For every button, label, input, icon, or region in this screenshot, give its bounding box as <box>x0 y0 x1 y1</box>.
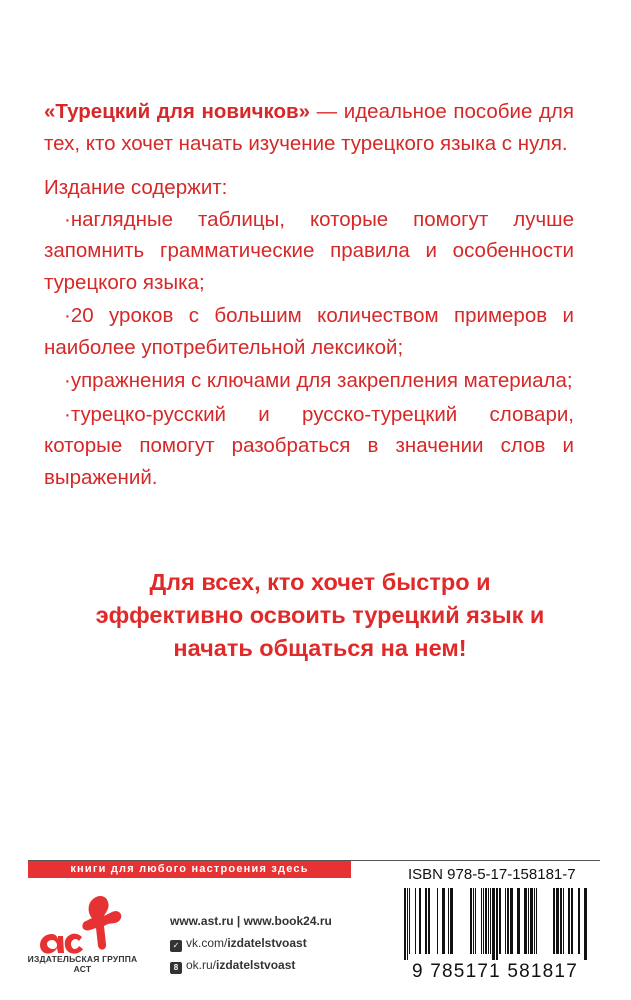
barcode-bar <box>528 888 529 954</box>
barcode-bar <box>490 888 491 954</box>
barcode-bar <box>556 888 559 954</box>
barcode-block <box>390 866 600 990</box>
barcode-bar <box>481 888 482 954</box>
barcode-bar <box>415 888 416 954</box>
barcode-bar <box>437 888 438 954</box>
publisher-links <box>170 910 332 976</box>
barcode-bar <box>553 888 555 954</box>
ok-prefix: ok.ru/ <box>186 958 217 972</box>
isbn-label: ISBN 978-5-17-158181-7 <box>408 866 576 883</box>
barcode-bar <box>407 888 408 960</box>
barcode-bar <box>483 888 484 954</box>
contents-item: ·20 уроков с большим количеством примеров и наиболее употребительной лексикой; <box>44 304 574 359</box>
barcode-bar <box>448 888 449 954</box>
barcode-icon <box>390 888 600 960</box>
contents-item: ·упражнения с ключами для закрепления материала; <box>64 369 573 392</box>
barcode-bar <box>488 888 489 954</box>
barcode-bar <box>524 888 527 954</box>
barcode-bar <box>510 888 513 954</box>
barcode-bar <box>507 888 509 954</box>
ok-icon: 8 <box>170 962 182 974</box>
description-block <box>44 96 574 493</box>
barcode-bar <box>499 888 501 954</box>
barcode-bar <box>442 888 445 954</box>
ok-handle: izdatelstvoast <box>216 958 296 972</box>
intro-text: — идеальное пособие для тех, кто хочет начать изучение турецкого языка с нуля. <box>44 100 574 155</box>
contents-item: ·наглядные таблицы, которые помогут лучше запомнить грамматические правила и особенности турецкого языка; <box>44 207 574 294</box>
barcode-bar <box>409 888 410 954</box>
barcode-bar <box>496 888 498 960</box>
barcode-bar <box>571 888 573 954</box>
contents-item: ·турецко-русский и русско-турецкий словари, которые помогут разобраться в значении слов и выражений. <box>44 402 574 489</box>
slogan-line: начать общаться на нем! <box>173 635 467 661</box>
barcode-bar <box>568 888 570 954</box>
barcode-bar <box>450 888 453 954</box>
barcode-digits: 9 785171 581817 <box>412 961 578 982</box>
book-title-quote: «Турецкий для новичков» <box>44 100 311 123</box>
barcode-bar <box>475 888 476 954</box>
intro-paragraph <box>44 96 574 159</box>
slogan <box>40 566 600 665</box>
ok-link[interactable] <box>170 954 332 976</box>
barcode-bar <box>492 888 495 960</box>
barcode-bar <box>470 888 472 954</box>
vk-link[interactable] <box>170 932 332 954</box>
vk-icon: ✓ <box>170 940 182 952</box>
barcode-bar <box>485 888 487 954</box>
barcode-bar <box>534 888 535 954</box>
barcode-bar <box>560 888 562 954</box>
vk-prefix: vk.com/ <box>186 936 228 950</box>
barcode-bar <box>584 888 587 960</box>
barcode-bar <box>425 888 427 954</box>
barcode-bar <box>473 888 474 954</box>
barcode-bar <box>578 888 580 954</box>
publisher-caption: ИЗДАТЕЛЬСКАЯ ГРУППА АСТ <box>27 954 138 974</box>
tagline-bar: книги для любого настроения здесь <box>28 861 351 878</box>
barcode-bar <box>505 888 506 954</box>
barcode-bar <box>563 888 564 954</box>
website-links[interactable]: www.ast.ru | www.book24.ru <box>170 914 332 928</box>
vk-handle: izdatelstvoast <box>227 936 307 950</box>
slogan-line: эффективно освоить турецкий язык и <box>95 602 545 628</box>
barcode-bar <box>517 888 520 954</box>
barcode-bar <box>419 888 421 954</box>
barcode-bar <box>536 888 537 954</box>
barcode-bar <box>530 888 533 954</box>
barcode-bar <box>428 888 430 954</box>
slogan-line: Для всех, кто хочет быстро и <box>149 569 491 595</box>
contents-heading: Издание содержит: <box>44 176 228 199</box>
barcode-bar <box>404 888 406 960</box>
